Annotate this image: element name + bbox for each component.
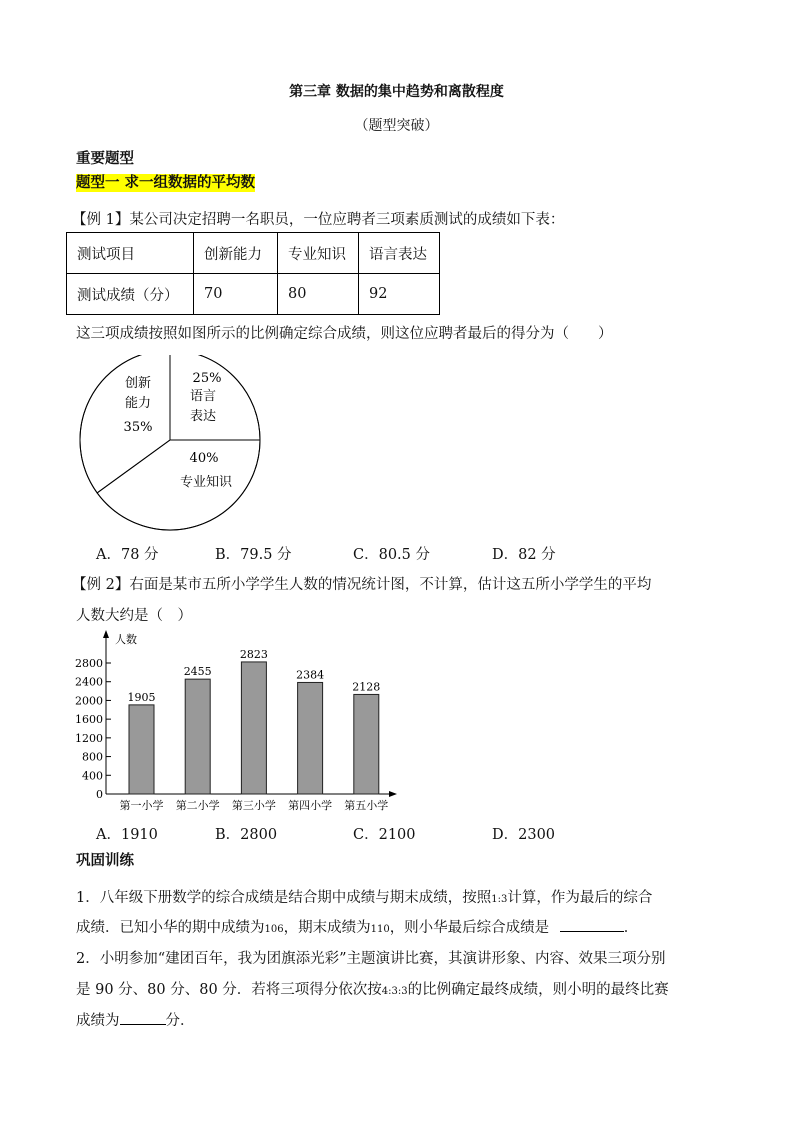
example-1-choice-a: A．78 分 [96,547,159,563]
example-2-text-1: 右面是某市五所小学学生人数的情况统计图，不计算，估计这五所小学学生的平均 [129,577,652,593]
practice-q2-line-3 [76,1009,195,1030]
q1-text: ，期末成绩为 [283,920,371,936]
example-1-intro [72,208,564,229]
y-axis-arrow-icon [103,630,109,638]
bar-value-label: 1905 [127,690,156,704]
practice-q1-line-2 [76,916,638,937]
q1-midterm-score: 106 [264,924,284,935]
topic-1-heading [76,171,255,192]
example-1-choice-d: D．82 分 [492,547,556,563]
q2-text: 的比例确定最终成绩，则小明的最终比赛 [407,982,669,998]
example-1-prefix: 【例 1】 [72,212,130,228]
example-2-choice-b: B．2800 [215,827,278,843]
q1-text: 成绩．已知小华的期中成绩为 [76,920,265,936]
example-2-choice-d: D．2300 [492,827,556,843]
practice-q2-line-1: 2．小明参加“建团百年，我为团旗添光彩”主题演讲比赛，其演讲形象、内容、效果三项分别 [76,951,666,967]
table-cell: 创新能力 [194,233,278,274]
q2-text: 成绩为 [76,1013,120,1029]
y-tick-label: 400 [82,769,103,783]
topic-1-label: 题型一 求一组数据的平均数 [76,175,256,191]
example-2-choice-a: A．1910 [96,827,158,843]
bar [241,662,266,794]
x-tick-label: 第三小学 [231,799,276,812]
table-cell: 测试成绩（分） [67,274,194,315]
pie-label-chuangxin-2: 能力 [124,396,152,411]
pie-label-yuyan-1: 语言 [189,389,217,404]
bar [129,705,154,794]
scores-table [66,232,440,315]
table-cell: 语言表达 [359,233,440,274]
x-tick-label: 第二小学 [175,799,220,812]
bar-value-label: 2128 [352,680,381,694]
page-title: 第三章 数据的集中趋势和离散程度 [289,84,504,100]
table-header-row [67,233,440,274]
example-2-text-2: 人数大约是（ ） [76,608,192,624]
pie-label-pct-chuangxin: 35% [123,420,153,435]
table-cell: 测试项目 [67,233,194,274]
x-tick-label: 第一小学 [119,799,164,812]
y-tick-label: 1200 [75,731,103,745]
example-2-intro [72,573,651,594]
section-important: 重要题型 [76,151,134,167]
bar [185,679,210,794]
q1-text: ，则小华最后综合成绩是 [389,920,550,936]
x-axis-arrow-icon [389,791,397,797]
pie-chart [70,355,280,545]
table-cell: 70 [194,274,278,315]
pie-label-pct-zhuanye: 40% [189,451,219,466]
table-cell: 80 [278,274,359,315]
q1-final-score: 110 [370,924,390,935]
bar [298,682,323,794]
q2-text: 是 90 分、80 分、80 分．若将三项得分依次按 [76,982,382,998]
bar-y-axis-label: 人数 [115,633,137,646]
q1-text: 计算，作为最后的综合 [507,890,653,906]
pie-label-yuyan-2: 表达 [189,409,217,424]
y-tick-label: 2800 [75,657,103,670]
y-tick-label: 1600 [75,713,103,727]
example-1-choice-b: B．79.5 分 [215,547,292,563]
bar-value-label: 2823 [239,647,268,661]
q2-ratio: 4:3:3 [381,986,408,997]
table-cell: 92 [359,274,440,315]
q1-answer-blank[interactable] [560,917,624,932]
pie-label-chuangxin-1: 创新 [124,376,152,391]
q1-ratio: 1:3 [491,894,508,905]
q2-text: 分． [165,1013,195,1029]
example-1-choice-c: C．80.5 分 [353,547,430,563]
y-tick-label: 2000 [75,694,103,708]
y-tick-label: 0 [96,788,103,801]
pie-label-pct-yuyan: 25% [192,371,222,386]
example-1-text: 某公司决定招聘一名职员，一位应聘者三项素质测试的成绩如下表： [129,212,565,228]
practice-q2-line-2 [76,978,669,999]
q2-answer-blank[interactable] [120,1010,166,1025]
bar-chart [65,628,410,818]
section-practice: 巩固训练 [76,853,134,869]
practice-q1-line-1 [76,886,652,907]
bar [354,694,379,794]
y-tick-label: 2400 [75,675,103,689]
example-2-choice-c: C．2100 [353,827,416,843]
x-tick-label: 第五小学 [344,799,389,812]
page-subtitle: （题型突破） [354,118,439,134]
y-tick-label: 800 [82,750,103,764]
example-1-question: 这三项成绩按照如图所示的比例确定综合成绩，则这位应聘者最后的得分为（ ） [76,326,613,342]
example-2-prefix: 【例 2】 [72,577,130,593]
q1-text: 1．八年级下册数学的综合成绩是结合期中成绩与期末成绩，按照 [76,890,492,906]
q1-end-punct: ． [623,920,639,936]
pie-label-zhuanye: 专业知识 [179,475,233,490]
table-cell: 专业知识 [278,233,359,274]
bar-value-label: 2455 [183,665,212,679]
table-row [67,274,440,315]
x-tick-label: 第四小学 [288,799,333,812]
bar-value-label: 2384 [296,668,325,682]
